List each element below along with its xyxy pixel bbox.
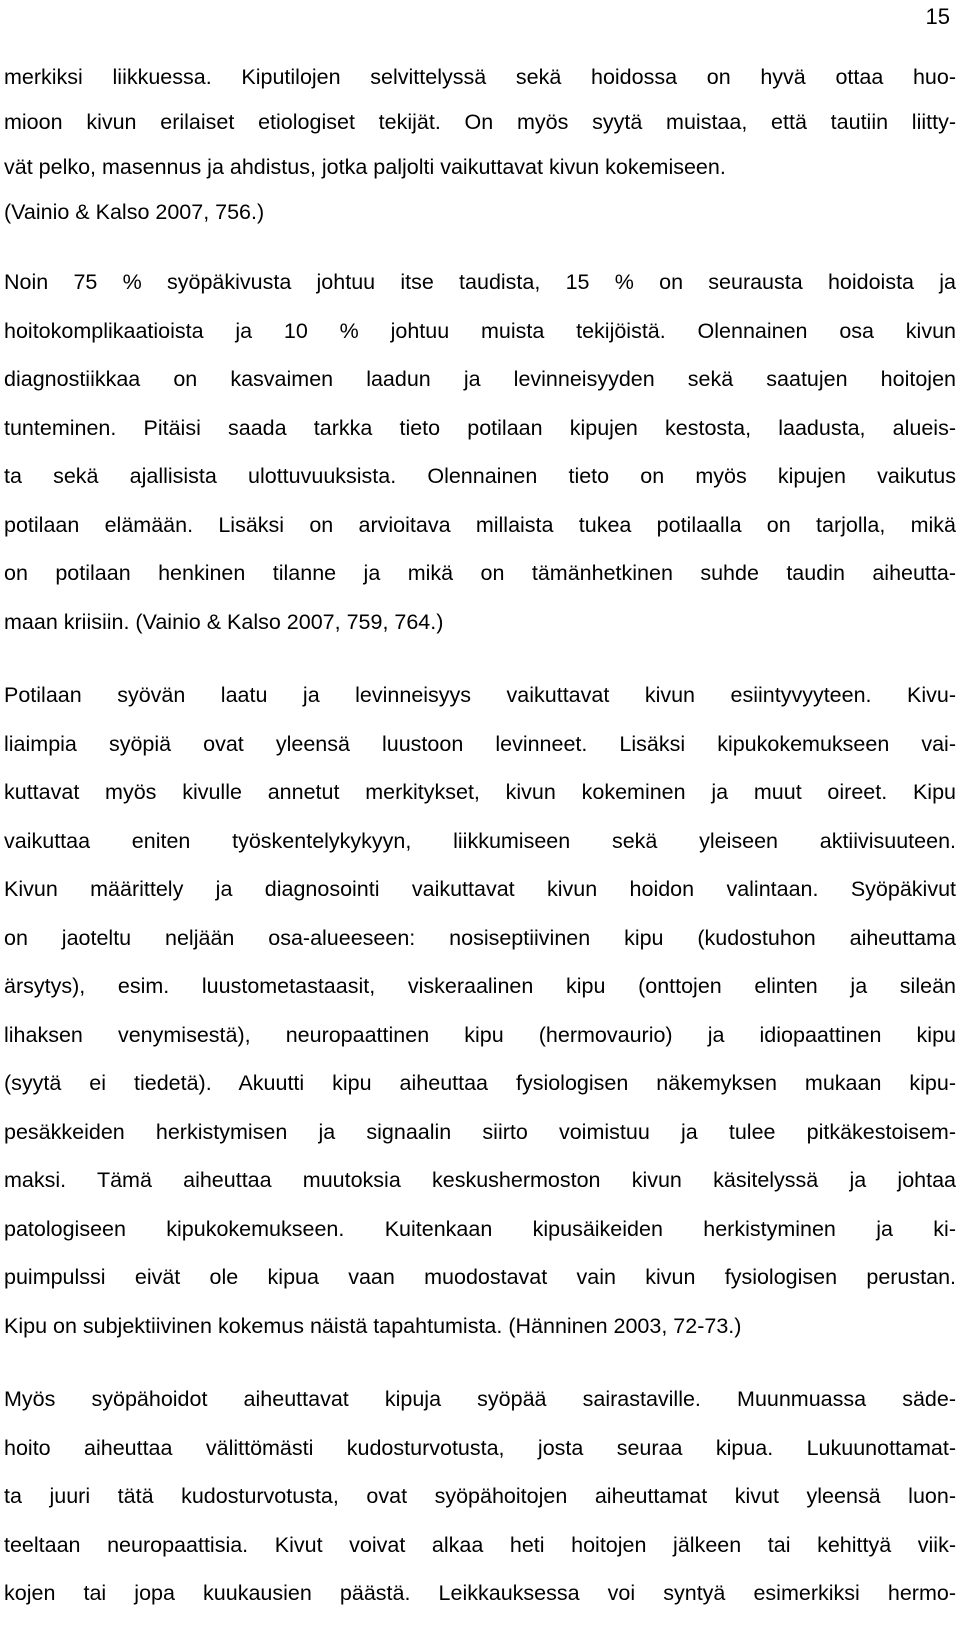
paragraph-gap xyxy=(4,657,956,682)
text-line: on jaoteltu neljään osa-alueeseen: nosiseptiivinen kipu (kudostuhon aiheuttama xyxy=(4,925,956,950)
text-line: merkiksi liikkuessa. Kiputilojen selvittelyssä sekä hoidossa on hyvä ottaa huo- xyxy=(4,65,956,89)
text-line: ta juuri tätä kudosturvotusta, ovat syöpähoitojen aiheuttamat kivut yleensä luon- xyxy=(4,1484,956,1508)
text-line: pesäkkeiden herkistymisen ja signaalin siirto voimistuu ja tulee pitkäkestoisem- xyxy=(4,1119,956,1144)
paragraph-3 xyxy=(4,682,956,1361)
text-line: hoitokomplikaatioista ja 10 % johtuu muista tekijöistä. Olennainen osa kivun xyxy=(4,318,956,343)
paragraph-2 xyxy=(4,269,956,657)
text-line: lihaksen venymisestä), neuropaattinen kipu (hermovaurio) ja idiopaattinen kipu xyxy=(4,1022,956,1047)
text-line: vaikuttaa eniten työskentelykykyyn, liikkumiseen sekä yleiseen aktiivisuuteen. xyxy=(4,828,956,853)
text-line: on potilaan henkinen tilanne ja mikä on tämänhetkinen suhde taudin aiheutta- xyxy=(4,561,956,585)
paragraph-gap xyxy=(4,244,956,269)
text-line: diagnostiikkaa on kasvaimen laadun ja levinneisyyden sekä saatujen hoitojen xyxy=(4,367,956,391)
paragraph-1 xyxy=(4,64,956,244)
page-number: 15 xyxy=(925,4,950,29)
text-line: kuttavat myös kivulle annetut merkitykset, kivun kokeminen ja muut oireet. Kipu xyxy=(4,780,956,804)
text-line: (Vainio & Kalso 2007, 756.) xyxy=(4,200,265,224)
text-line: mioon kivun erilaiset etiologiset tekijät. On myös syytä muistaa, että tautiin liitty- xyxy=(4,110,956,134)
text-line: puimpulssi eivät ole kipua vaan muodostavat vain kivun fysiologisen perustan. xyxy=(4,1265,956,1289)
document-body xyxy=(0,64,960,1629)
text-line: vät pelko, masennus ja ahdistus, jotka paljolti vaikuttavat kivun kokemiseen. xyxy=(4,155,726,179)
text-line: potilaan elämään. Lisäksi on arvioitava millaista tukea potilaalla on tarjolla, mikä xyxy=(4,512,956,537)
text-line: patologiseen kipukokemukseen. Kuitenkaan kipusäikeiden herkistyminen ja ki- xyxy=(4,1216,956,1241)
text-line: kojen tai jopa kuukausien päästä. Leikkauksessa voi syntyä esimerkiksi hermo- xyxy=(4,1581,956,1605)
text-line: maan kriisiin. (Vainio & Kalso 2007, 759, 764.) xyxy=(4,609,444,634)
text-line: hoito aiheuttaa välittömästi kudosturvotusta, josta seuraa kipua. Lukuunottamat- xyxy=(4,1435,956,1460)
text-line: ärsytys), esim. luustometastaasit, viskeraalinen kipu (onttojen elinten ja sileän xyxy=(4,974,956,998)
text-line: Myös syöpähoidot aiheuttavat kipuja syöpää sairastaville. Muunmuassa säde- xyxy=(4,1387,956,1411)
text-line: Noin 75 % syöpäkivusta johtuu itse taudista, 15 % on seurausta hoidoista ja xyxy=(4,270,956,294)
text-line: teeltaan neuropaattisia. Kivut voivat alkaa heti hoitojen jälkeen tai kehittyä viik- xyxy=(4,1532,956,1557)
text-line: Kipu on subjektiivinen kokemus näistä tapahtumista. (Hänninen 2003, 72-73.) xyxy=(4,1313,742,1338)
text-line: ta sekä ajallisista ulottuvuuksista. Olennainen tieto on myös kipujen vaikutus xyxy=(4,464,956,488)
paragraph-gap xyxy=(4,1361,956,1386)
text-line: Kivun määrittely ja diagnosointi vaikuttavat kivun hoidon valintaan. Syöpäkivut xyxy=(4,877,956,901)
paragraph-4 xyxy=(4,1386,956,1629)
text-line: maksi. Tämä aiheuttaa muutoksia keskushermoston kivun käsitelyssä ja johtaa xyxy=(4,1168,956,1192)
text-line: tunteminen. Pitäisi saada tarkka tieto potilaan kipujen kestosta, laadusta, alueis- xyxy=(4,415,956,440)
text-line: liaimpia syöpiä ovat yleensä luustoon levinneet. Lisäksi kipukokemukseen vai- xyxy=(4,731,956,756)
text-line: Potilaan syövän laatu ja levinneisyys vaikuttavat kivun esiintyvyyteen. Kivu- xyxy=(4,683,956,707)
text-line: (syytä ei tiedetä). Akuutti kipu aiheuttaa fysiologisen näkemyksen mukaan kipu- xyxy=(4,1071,956,1095)
